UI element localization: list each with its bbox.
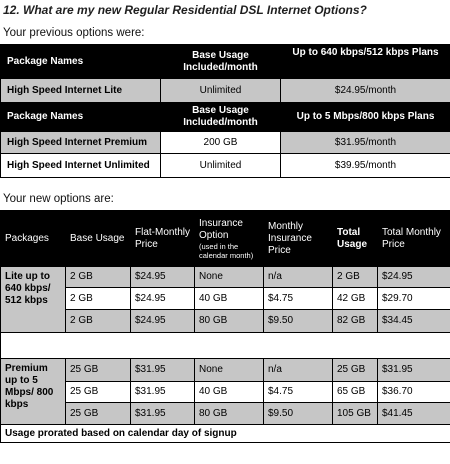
- previous-row-unlimited: [1, 154, 450, 178]
- question-heading: 12. What are my new Regular Residential DSL Internet Options?: [3, 3, 367, 17]
- previous-table-header-lite: [1, 45, 450, 79]
- total-price: $24.95: [378, 267, 450, 288]
- header-base-usage: Base Usage Included/month: [161, 45, 281, 79]
- insurance-price: n/a: [264, 267, 333, 288]
- base-usage: 2 GB: [66, 310, 131, 333]
- total-usage: 65 GB: [333, 382, 378, 403]
- insurance-option: 40 GB: [195, 382, 264, 403]
- total-usage: 42 GB: [333, 288, 378, 310]
- flat-price: $24.95: [131, 288, 195, 310]
- base-usage: 25 GB: [66, 359, 131, 382]
- header-base-usage: Base Usage: [66, 211, 131, 267]
- previous-row-lite: [1, 79, 450, 103]
- flat-price: $24.95: [131, 267, 195, 288]
- price: $24.95/month: [281, 79, 450, 103]
- header-plan-speed: Up to 5 Mbps/800 kbps Plans: [281, 103, 450, 132]
- new-table-header: [1, 211, 450, 267]
- footer-note: Usage prorated based on calendar day of signup: [1, 425, 450, 443]
- base-usage: 25 GB: [66, 382, 131, 403]
- flat-price: $31.95: [131, 359, 195, 382]
- header-packages: Packages: [1, 211, 66, 267]
- total-price: $36.70: [378, 382, 450, 403]
- insurance-price: n/a: [264, 359, 333, 382]
- insurance-price: $4.75: [264, 288, 333, 310]
- flat-price: $31.95: [131, 403, 195, 425]
- table-row: [1, 403, 450, 425]
- table-row: [1, 288, 450, 310]
- header-total-monthly-price: Total Monthly Price: [378, 211, 450, 267]
- package-lite: Lite up to 640 kbps/ 512 kbps: [1, 267, 66, 333]
- insurance-option: None: [195, 267, 264, 288]
- flat-price: $31.95: [131, 382, 195, 403]
- base-usage: 2 GB: [66, 267, 131, 288]
- package-premium: Premium up to 5 Mbps/ 800 kbps: [1, 359, 66, 425]
- total-usage: 2 GB: [333, 267, 378, 288]
- new-options-table: [0, 210, 450, 443]
- spacer-row: [1, 333, 450, 359]
- base-usage: Unlimited: [161, 154, 281, 178]
- insurance-option: 40 GB: [195, 288, 264, 310]
- flat-price: $24.95: [131, 310, 195, 333]
- insurance-price: $9.50: [264, 403, 333, 425]
- table-row: [1, 310, 450, 333]
- insurance-option-label: Insurance Option: [199, 217, 243, 241]
- header-package-names: Package Names: [1, 45, 161, 79]
- total-price: $34.45: [378, 310, 450, 333]
- header-package-names: Package Names: [1, 103, 161, 132]
- total-usage: 82 GB: [333, 310, 378, 333]
- insurance-price: $9.50: [264, 310, 333, 333]
- previous-table-header-premium: [1, 103, 450, 132]
- header-base-usage: Base Usage Included/month: [161, 103, 281, 132]
- header-insurance-option: [195, 211, 264, 267]
- total-price: $41.45: [378, 403, 450, 425]
- table-row: [1, 359, 450, 382]
- header-total-usage: Total Usage: [333, 211, 378, 267]
- insurance-option: 80 GB: [195, 403, 264, 425]
- base-usage: 200 GB: [161, 132, 281, 154]
- header-monthly-insurance-price: Monthly Insurance Price: [264, 211, 333, 267]
- table-row: [1, 382, 450, 403]
- base-usage: 2 GB: [66, 288, 131, 310]
- base-usage: 25 GB: [66, 403, 131, 425]
- total-price: $31.95: [378, 359, 450, 382]
- price: $39.95/month: [281, 154, 450, 178]
- previous-options-table: [0, 44, 450, 178]
- package-name: High Speed Internet Lite: [1, 79, 161, 103]
- base-usage: Unlimited: [161, 79, 281, 103]
- package-name: High Speed Internet Premium: [1, 132, 161, 154]
- new-options-intro: Your new options are:: [3, 193, 114, 205]
- insurance-option-note: (used in the calendar month): [199, 241, 254, 260]
- spacer-cell: [1, 333, 450, 359]
- total-usage: 25 GB: [333, 359, 378, 382]
- insurance-option: 80 GB: [195, 310, 264, 333]
- footer-row: [1, 425, 450, 443]
- total-price: $29.70: [378, 288, 450, 310]
- price: $31.95/month: [281, 132, 450, 154]
- total-usage: 105 GB: [333, 403, 378, 425]
- previous-row-premium: [1, 132, 450, 154]
- insurance-price: $4.75: [264, 382, 333, 403]
- header-flat-monthly-price: Flat-Monthly Price: [131, 211, 195, 267]
- previous-options-intro: Your previous options were:: [3, 27, 145, 39]
- header-plan-speed: Up to 640 kbps/512 kbps Plans: [281, 45, 450, 79]
- insurance-option: None: [195, 359, 264, 382]
- table-row: [1, 267, 450, 288]
- package-name: High Speed Internet Unlimited: [1, 154, 161, 178]
